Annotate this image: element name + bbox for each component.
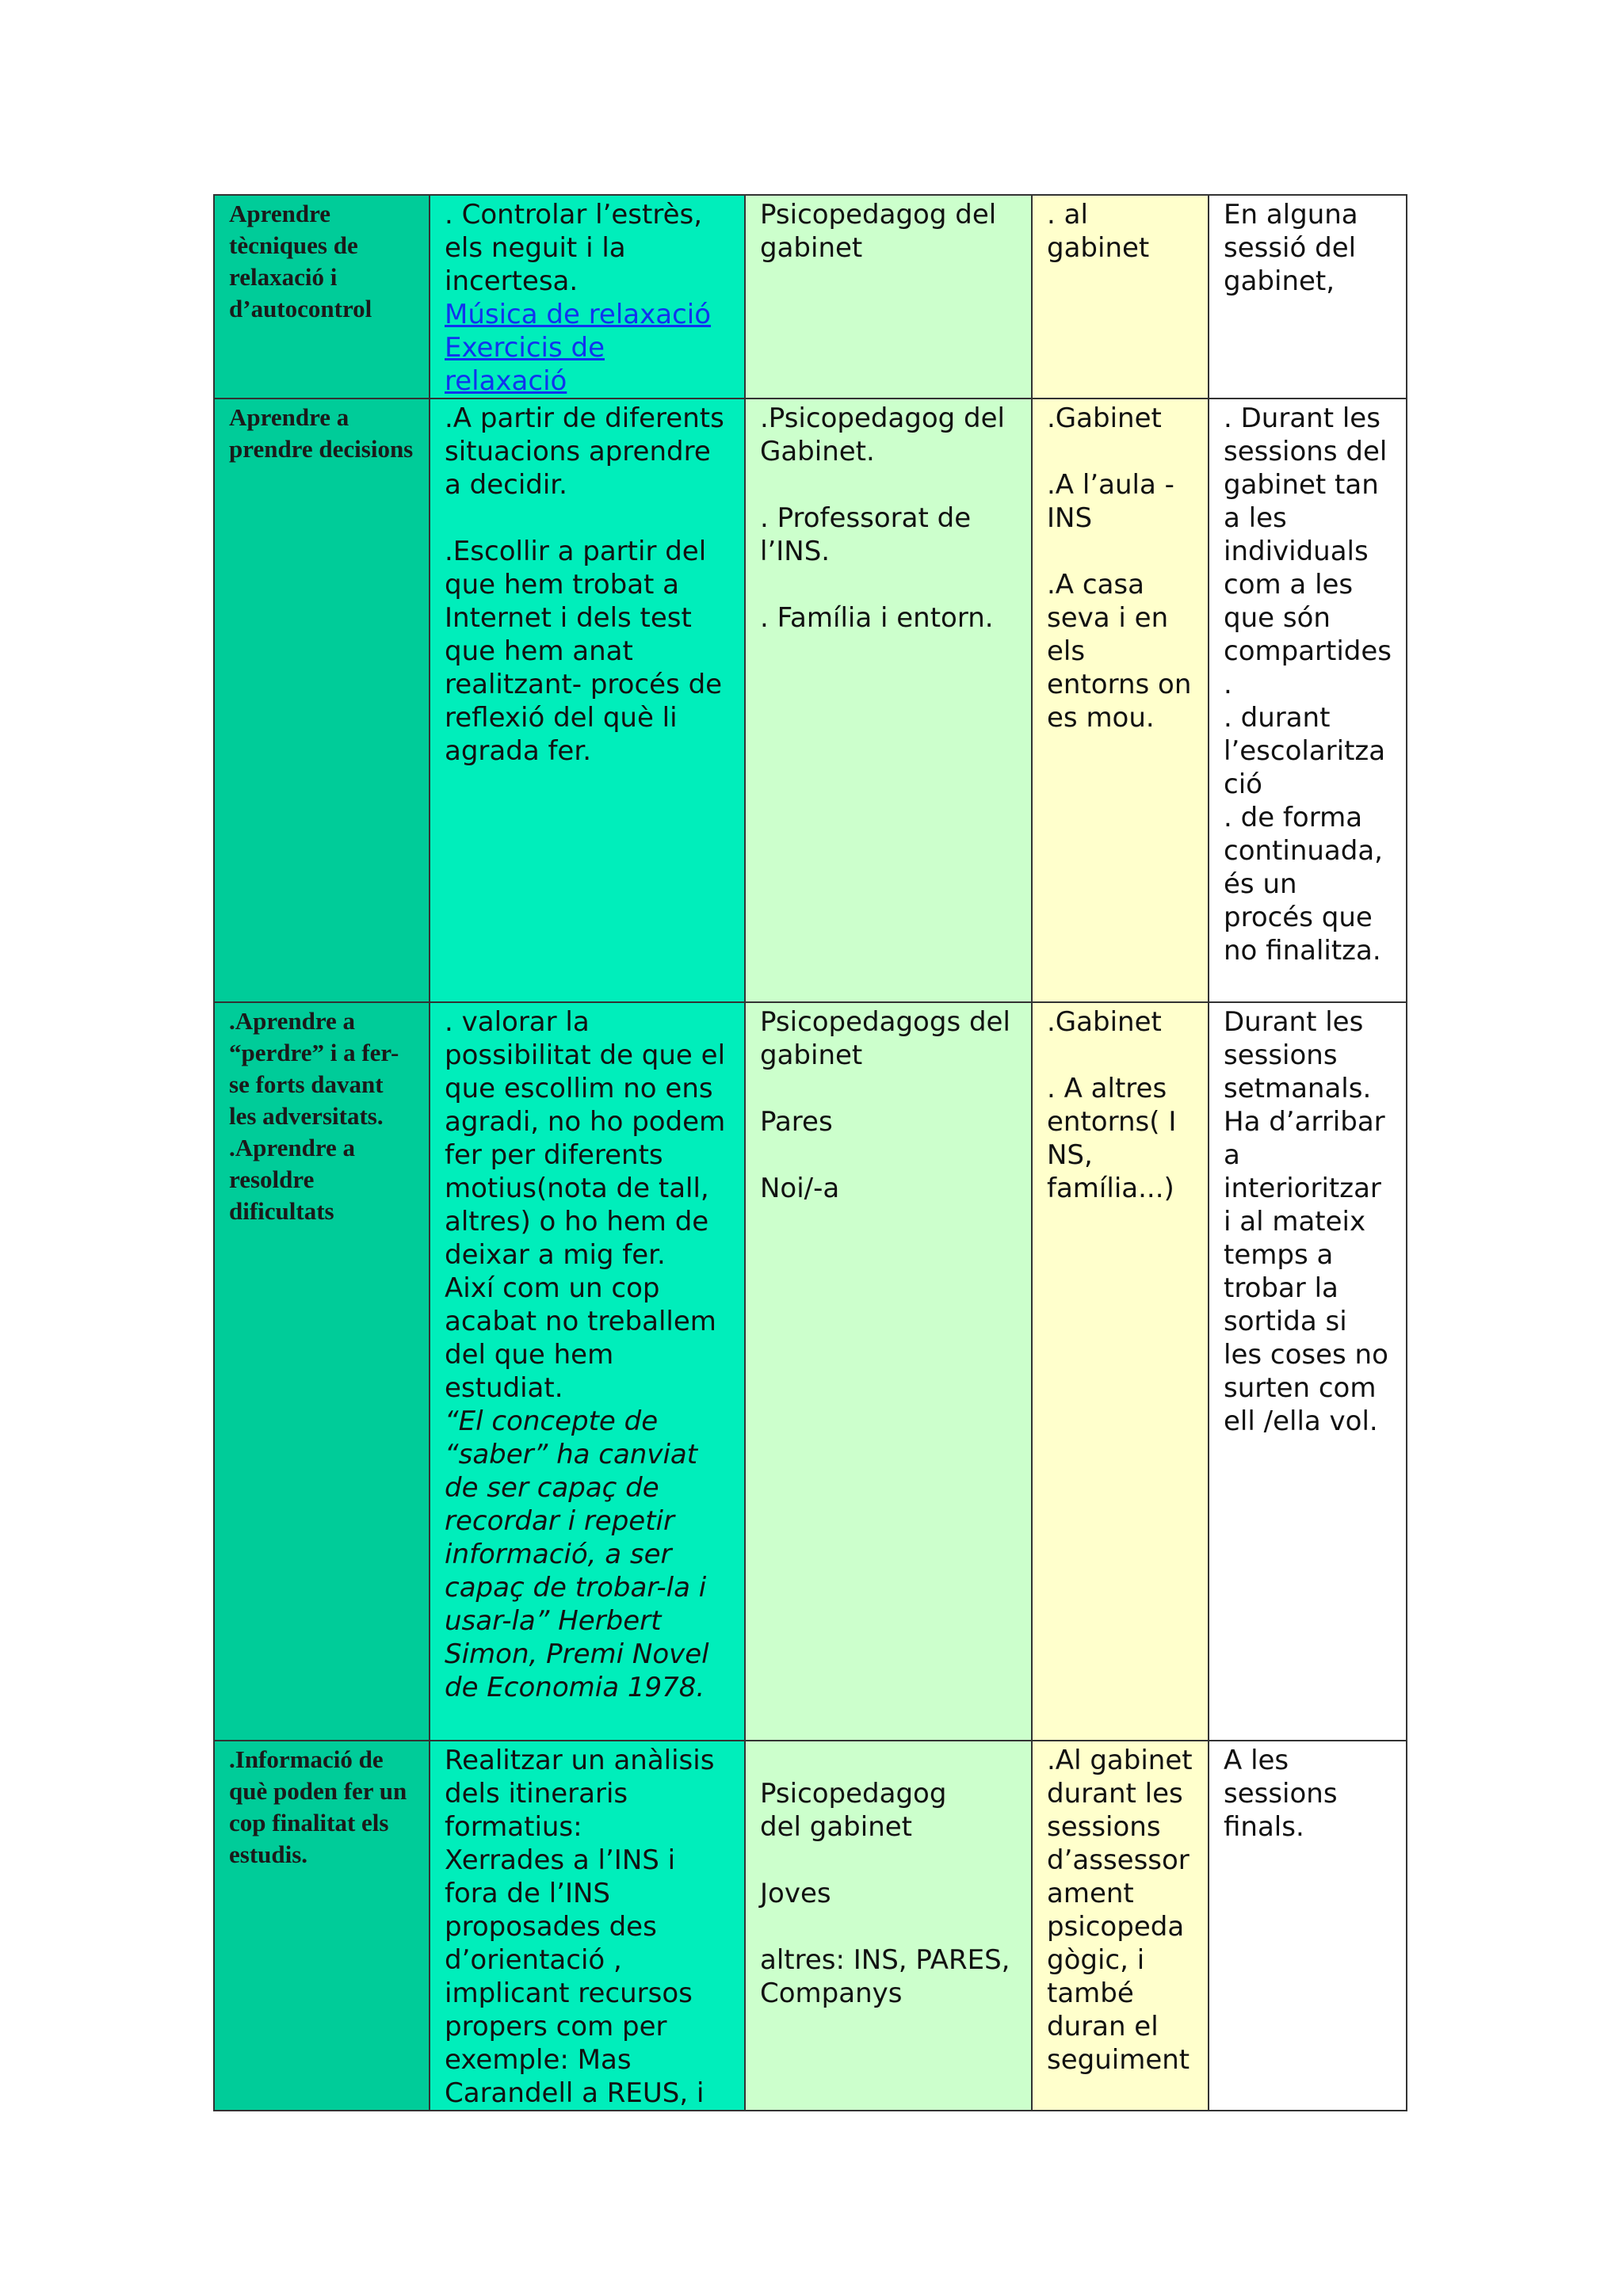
relaxation-music-link[interactable]: Música de relaxació [445,299,712,330]
activity-text: . valorar la possibilitat de que el que escollim no ens agradi, no ho podem fer per diferents motius(nota de tall, altres) o ho hem de deixar a mig fer. Així com un cop acabat no treballem del que hem estudiat. [445,1006,726,1404]
responsible-text: .Psicopedagog del Gabinet. . Professorat de l’INS. . Família i entorn. [760,402,1006,634]
responsible-cell [745,1002,1032,1741]
relaxation-exercises-link[interactable]: Exercicis de relaxació [445,332,605,397]
activity-cell [430,1741,745,2111]
place-cell [1032,399,1209,1002]
responsible-text: Psicopedagog del gabinet [760,199,997,264]
timing-cell [1209,1002,1407,1741]
place-cell [1032,195,1209,399]
activity-cell [430,1002,745,1741]
activity-text: Realitzar un anàlisis dels itineraris formatius: Xerrades a l’INS i fora de l’INS proposades des d’orientació , implicant recursos propers com per exemple: Mas Carandell a REUS, i [445,1745,715,2109]
activity-cell [430,399,745,1002]
objective-cell [214,1002,430,1741]
objective-cell [214,195,430,399]
table-row [214,399,1407,1002]
timing-cell [1209,399,1407,1002]
table-row [214,1741,1407,2111]
place-cell [1032,1741,1209,2111]
timing-cell [1209,195,1407,399]
objective-cell [214,399,430,1002]
activity-cell [430,195,745,399]
place-text: .Gabinet .A l’aula -INS .A casa seva i en els entorns on es mou. [1047,402,1192,734]
objective-text: Aprendre a prendre decisions [229,403,414,463]
objective-text: .Aprendre a “perdre” i a fer-se forts davant les adversitats. .Aprendre a resoldre dificultats [229,1007,399,1225]
timing-text: En alguna sessió del gabinet, [1224,199,1358,297]
timing-cell [1209,1741,1407,2111]
responsible-cell [745,1741,1032,2111]
responsible-text: Psicopedagogs del gabinet Pares Noi/-a [760,1006,1010,1204]
activity-text: . Controlar l’estrès, els neguit i la incertesa. [445,199,703,297]
responsible-text: Psicopedagog del gabinet Joves altres: INS, PARES, Companys [760,1778,1010,2009]
activity-text: .A partir de diferents situacions aprendre a decidir. .Escollir a partir del que hem trobat a Internet i dels test que hem anat realitzant- procés de reflexió del què li agrada fer. [445,402,724,767]
timing-text: A les sessions finals. [1224,1745,1338,1843]
timing-text: Durant les sessions setmanals. Ha d’arribar a interioritzar i al mateix temps a trobar la sortida si les coses no surten com ell /ella vol. [1224,1006,1388,1437]
place-text: .Gabinet . A altres entorns( I NS, família...) [1047,1006,1177,1204]
place-text: .Al gabinet durant les sessions d’assessor ament psicopeda gògic, i també duran el seguiment [1047,1745,1193,2076]
objective-text: .Informació de què poden fer un cop finalitat els estudis. [229,1745,407,1868]
responsible-cell [745,195,1032,399]
place-cell [1032,1002,1209,1741]
objective-cell [214,1741,430,2111]
timing-text: . Durant les sessions del gabinet tan a les individuals com a les que són compartides . . durant l’escolaritza ció . de forma continuada, és un procés que no finalitza. [1224,402,1392,967]
planning-table [213,194,1407,2111]
quote-text: “El concepte de “saber” ha canviat de ser capaç de recordar i repetir informació, a ser capaç de trobar-la i usar-la” Herbert Simon, Premi Novel de Economia 1978. [445,1405,709,1703]
table-row [214,195,1407,399]
objective-text: Aprendre tècniques de relaxació i d’autocontrol [229,200,372,322]
place-text: . al gabinet [1047,199,1150,264]
responsible-cell [745,399,1032,1002]
table-row [214,1002,1407,1741]
